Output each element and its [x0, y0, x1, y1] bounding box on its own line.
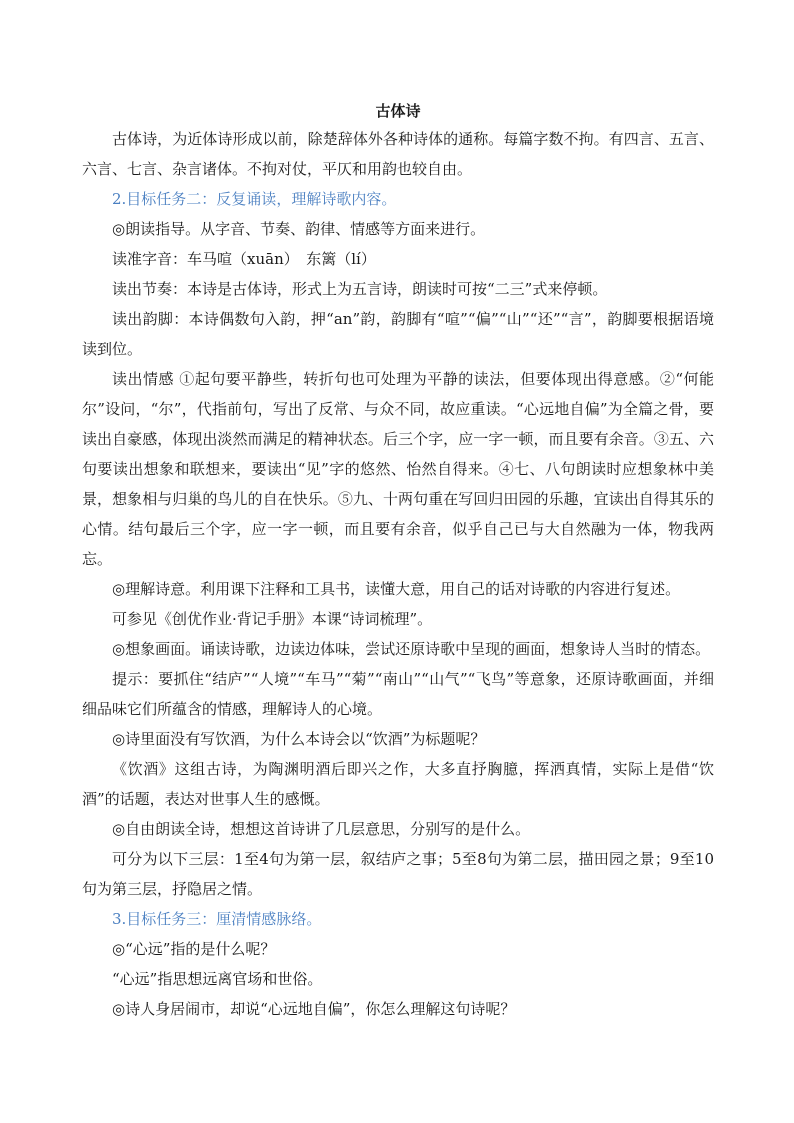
paragraph: ◎自由朗读全诗，想想这首诗讲了几层意思，分别写的是什么。: [112, 820, 531, 838]
paragraph: ◎理解诗意。利用课下注释和工具书，读懂大意，用自己的话对诗歌的内容进行复述。: [112, 580, 681, 598]
page-title: 古体诗: [375, 102, 421, 120]
paragraph: 读出情感 ①起句要平静些，转折句也可处理为平静的读法，但要体现出得意感。②“何能尔”设问，“尔”，代指前句，写出了反常、与众不同，故应重读。“心远地自偏”为全篇之骨，要读出自豪感，体现出淡然而满足的精神状态。后三个字，应一字一顿，而且要有余音。③五、六句要读出想象和联想来，要读出“见”字的悠然、怡然自得来。④七、八句朗读时应想象林中美景，想象相与归巢的鸟儿的自在快乐。⑤九、十两句重在写回归田园的乐趣，宜读出自得其乐的心情。结句最后三个字，应一字一顿，而且要有余音，似乎自己已与大自然融为一体，物我两忘。: [82, 370, 714, 568]
paragraph: ◎“心远”指的是什么呢？: [112, 940, 276, 958]
paragraph: 提示：要抓住“结庐”“人境”“车马”“菊”“南山”“山气”“飞鸟”等意象，还原诗歌画面，并细细品味它们所蕴含的情感，理解诗人的心境。: [82, 670, 714, 718]
paragraph-list: [82, 124, 714, 1024]
paragraph: ◎诗人身居闹市，却说“心远地自偏”，你怎么理解这句诗呢？: [112, 1000, 516, 1018]
paragraph: 读出节奏：本诗是古体诗，形式上为五言诗，朗读时可按“二三”式来停顿。: [112, 280, 608, 298]
paragraph: 古体诗，为近体诗形成以前，除楚辞体外各种诗体的通称。每篇字数不拘。有四言、五言、六言、七言、杂言诸体。不拘对仗，平仄和用韵也较自由。: [82, 130, 714, 178]
paragraph: 读出韵脚：本诗偶数句入韵，押“an”韵，韵脚有“喧”“偏”“山”“还”“言”，韵脚要根据语境读到位。: [82, 310, 714, 358]
paragraph: ◎朗读指导。从字音、节奏、韵律、情感等方面来进行。: [112, 220, 486, 238]
paragraph: “心远”指思想远离官场和世俗。: [112, 970, 323, 988]
document-page: [82, 98, 714, 1024]
section-heading: 3.目标任务三：厘清情感脉络。: [112, 910, 322, 928]
paragraph: 《饮酒》这组古诗，为陶渊明酒后即兴之作，大多直抒胸臆，挥洒真情，实际上是借“饮酒”的话题，表达对世事人生的感慨。: [82, 760, 714, 808]
paragraph: ◎想象画面。诵读诗歌，边读边体味，尝试还原诗歌中呈现的画面，想象诗人当时的情态。: [112, 640, 711, 658]
paragraph: ◎诗里面没有写饮酒，为什么本诗会以“饮酒”为标题呢？: [112, 730, 486, 748]
paragraph: 可分为以下三层：1至4句为第一层，叙结庐之事；5至8句为第二层，描田园之景；9至10句为第三层，抒隐居之情。: [82, 850, 714, 898]
paragraph: 可参见《创优作业·背记手册》本课“诗词梳理”。: [112, 610, 433, 628]
paragraph: 读准字音：车马喧（xuān） 东篱（lí）: [112, 250, 376, 268]
section-heading: 2.目标任务二：反复诵读，理解诗歌内容。: [112, 190, 397, 208]
